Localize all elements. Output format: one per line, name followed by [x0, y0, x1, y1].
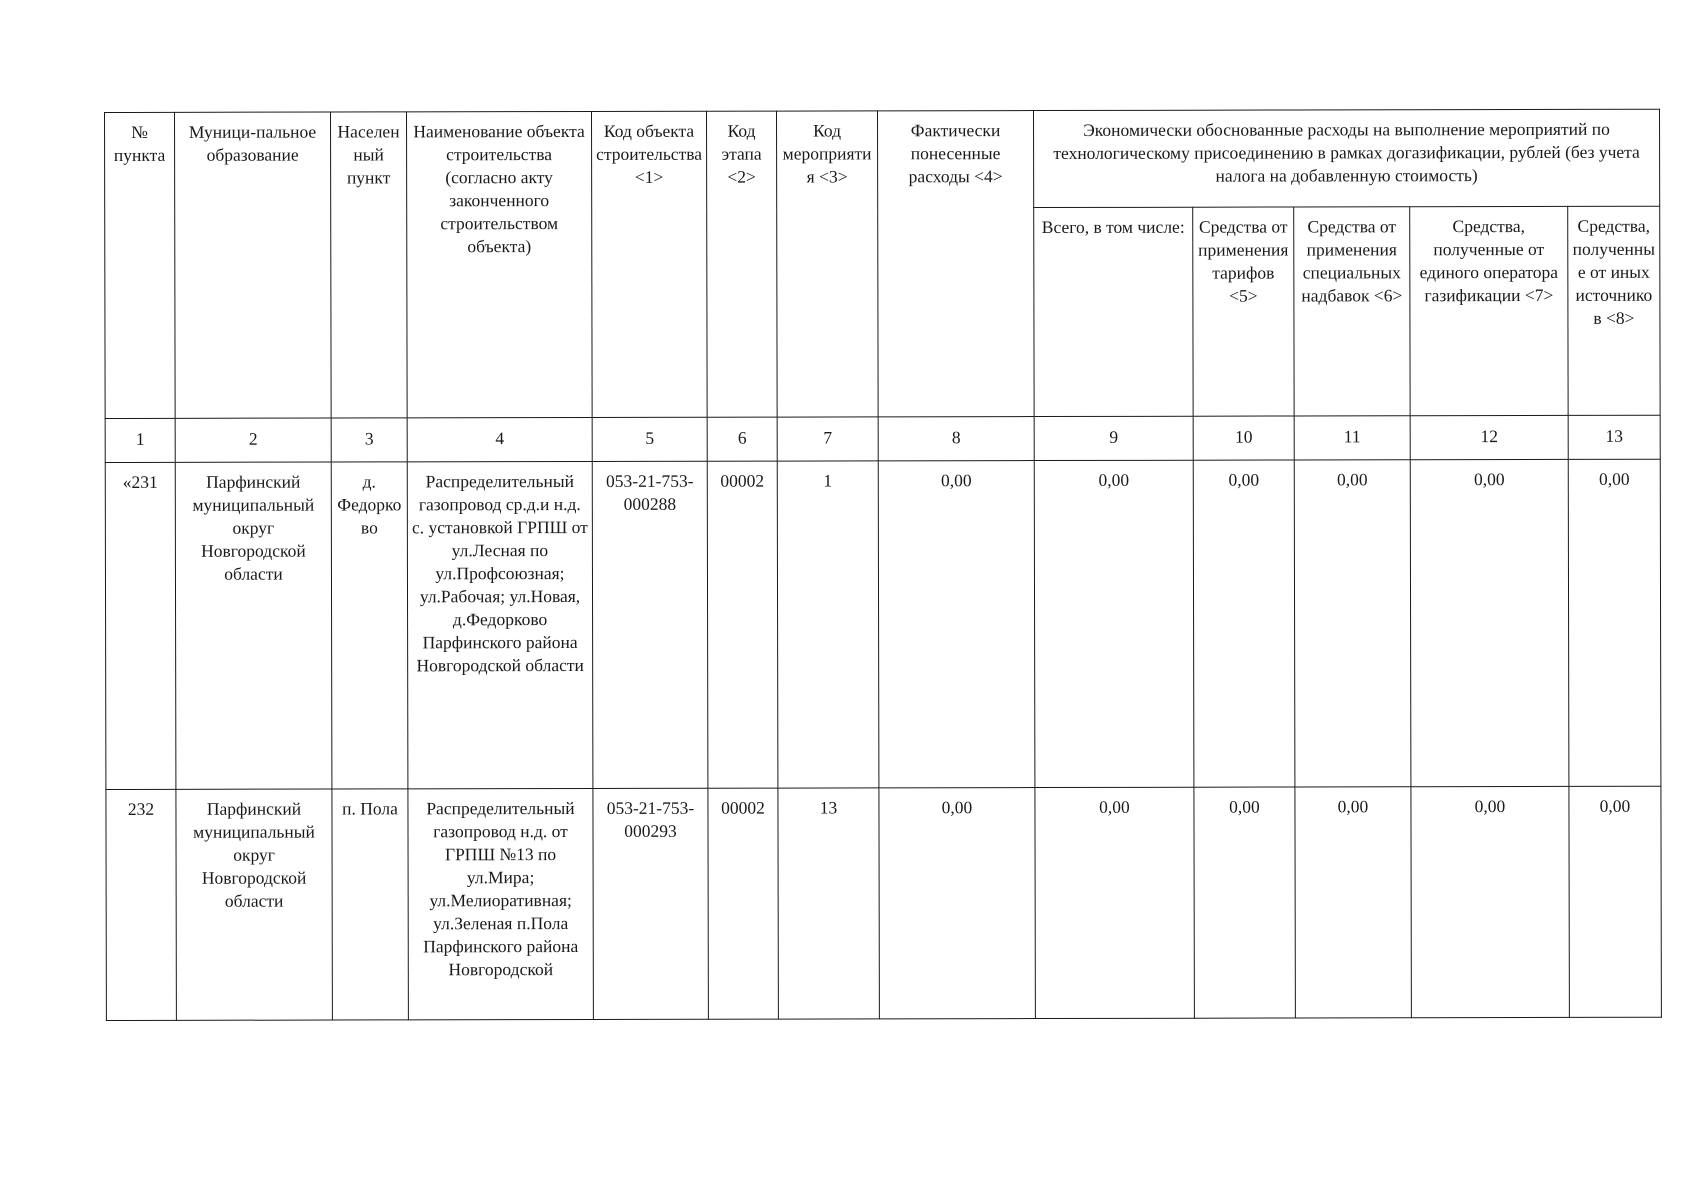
header-gasification-operator: Средства, полученные от единого оператора газификации <7>	[1410, 206, 1568, 415]
header-actual-expenses: Фактически понесенные расходы <4>	[877, 111, 1034, 417]
municipality: Парфинский муниципальный округ Новгородской области	[176, 789, 332, 1020]
object-name: Распределительный газопровод н.д. от ГРПШ №13 по ул.Мира; ул.Мелиоративная; ул.Зеленая п.Пола Парфинского района Новгородской	[408, 788, 593, 1019]
actual-expenses: 0,00	[878, 461, 1035, 788]
locality: д. Федорково	[331, 462, 408, 789]
event-code: 13	[778, 788, 879, 1019]
tariff-funds: 0,00	[1193, 460, 1295, 787]
surcharge-funds: 0,00	[1294, 460, 1411, 787]
object-code: 053-21-753-000288	[592, 461, 708, 788]
table-row	[105, 459, 1661, 789]
column-number: 13	[1568, 415, 1660, 459]
header-item-number: № пункта	[105, 112, 176, 418]
item-number: «231	[105, 462, 176, 789]
total-expenses: 0,00	[1035, 787, 1194, 1018]
column-number: 9	[1034, 416, 1193, 460]
actual-expenses: 0,00	[879, 788, 1035, 1019]
header-total: Всего, в том числе:	[1034, 207, 1193, 416]
header-justified-expenses-group: Экономически обоснованные расходы на выполнение мероприятий по технологическому присоединению в рамках догазификации, рублей (без учета налога на добавленную стоимость)	[1033, 109, 1659, 207]
column-number: 7	[777, 417, 878, 461]
municipality: Парфинский муниципальный округ Новгородской области	[175, 462, 332, 789]
column-number: 12	[1410, 415, 1568, 459]
tariff-funds: 0,00	[1194, 787, 1295, 1018]
column-number: 2	[175, 418, 331, 462]
header-object-code: Код объекта строительства <1>	[592, 111, 708, 417]
header-object-name: Наименование объекта строительства (согласно акту законченного строительством объекта)	[407, 111, 593, 417]
header-special-surcharges: Средства от применения специальных надбавок <6>	[1294, 207, 1410, 416]
object-code: 053-21-753-000293	[593, 788, 708, 1019]
column-number: 5	[592, 417, 707, 461]
column-number: 4	[407, 417, 592, 461]
operator-funds: 0,00	[1411, 786, 1569, 1017]
header-other-sources: Средства, полученные от иных источников <8>	[1568, 206, 1660, 415]
gasification-cost-table	[104, 109, 1662, 1021]
column-number-row	[105, 415, 1660, 462]
stage-code: 00002	[708, 788, 778, 1019]
operator-funds: 0,00	[1410, 459, 1569, 786]
item-number: 232	[106, 789, 176, 1020]
column-number: 8	[878, 417, 1034, 461]
header-locality: Населенный пункт	[331, 112, 408, 418]
column-number: 11	[1294, 416, 1410, 460]
header-stage-code: Код этапа <2>	[706, 111, 777, 417]
header-row	[105, 109, 1660, 209]
other-funds: 0,00	[1569, 786, 1661, 1017]
locality: п. Пола	[332, 789, 408, 1020]
other-funds: 0,00	[1568, 459, 1661, 786]
stage-code: 00002	[707, 461, 778, 788]
event-code: 1	[777, 461, 879, 788]
surcharge-funds: 0,00	[1295, 787, 1411, 1018]
object-name: Распределительный газопровод ср.д.и н.д. с. установкой ГРПШ от ул.Лесная по ул.Профсоюзная; ул.Рабочая; ул.Новая, д.Федорково Парфинского района Новгородской области	[407, 461, 593, 788]
header-tariffs: Средства от применения тарифов <5>	[1193, 207, 1294, 416]
column-number: 3	[331, 418, 407, 462]
total-expenses: 0,00	[1034, 460, 1194, 787]
column-number: 10	[1193, 416, 1294, 460]
column-number: 6	[707, 417, 777, 461]
header-event-code: Код мероприятия <3>	[776, 111, 878, 417]
column-number: 1	[105, 418, 175, 462]
header-municipality: Муници-пальное образование	[175, 112, 332, 418]
table-row	[106, 786, 1661, 1020]
